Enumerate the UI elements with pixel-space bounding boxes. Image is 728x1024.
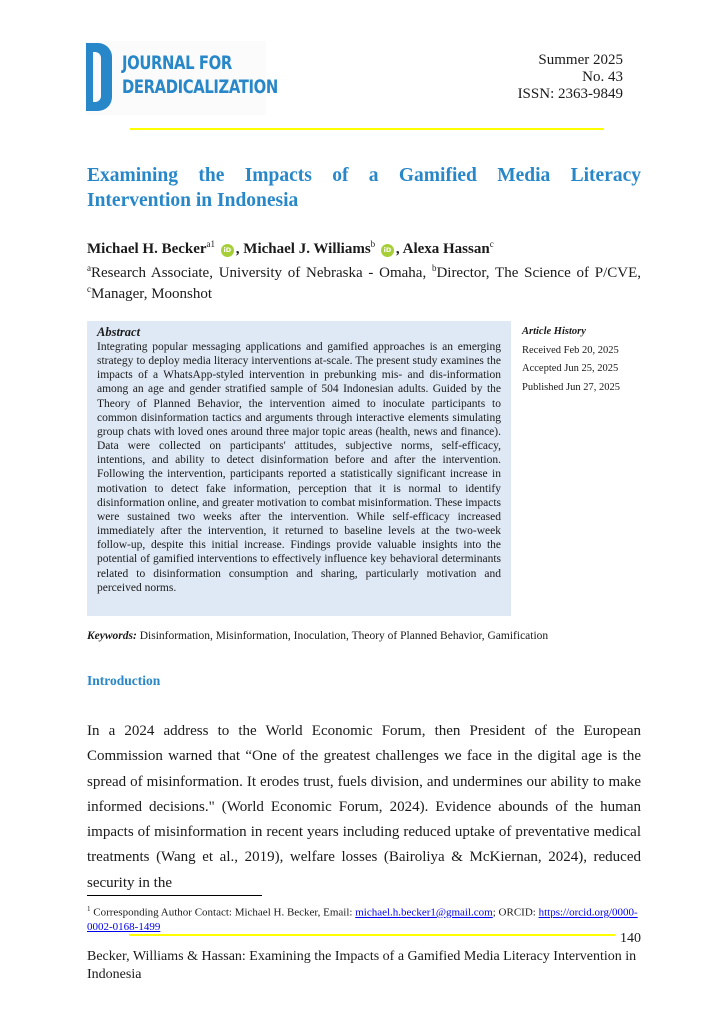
issn: ISSN: 2363-9849	[517, 86, 623, 102]
introduction-paragraph: In a 2024 address to the World Economic Forum, then President of the European Commission warned that “One of the greatest challenges we face in the digital age is the spread of misinformation. It erodes trust, fuels division, and undermines our ability to make informed decisions." (World Economic Forum, 2024). Evidence abounds of the human impacts of misinformation in recent years including reduced uptake of preventative medical treatments (Wang et al., 2019), welfare losses (Bairoliya & McKiernan, 2024), reduced security in the	[87, 723, 641, 891]
author-email-link[interactable]: michael.h.becker1@gmail.com	[355, 906, 493, 919]
footnote-orcid-label: ; ORCID:	[492, 906, 539, 919]
header-rule	[130, 128, 604, 130]
affiliation: Manager, Moonshot	[91, 286, 213, 302]
abstract-box	[87, 321, 511, 616]
history-accepted: Accepted Jun 25, 2025	[522, 363, 619, 375]
affiliation: Research Associate, University of Nebraska - Omaha,	[91, 265, 432, 281]
affiliation: Director, The Science of P/CVE,	[436, 265, 641, 281]
footnote-rule	[87, 895, 262, 896]
article-history	[522, 323, 620, 398]
keywords-list: Disinformation, Misinformation, Inoculation, Theory of Planned Behavior, Gamification	[139, 630, 549, 642]
orcid-link[interactable]: https://orcid.org/0000-0002-0168-1499	[87, 906, 638, 933]
history-heading: Article History	[522, 326, 586, 337]
author-sup: c	[489, 239, 494, 249]
affiliation-sup: a	[87, 263, 91, 273]
section-heading-introduction: Introduction	[87, 673, 161, 688]
issue-season: Summer 2025	[538, 52, 623, 68]
affiliations-line-2	[87, 279, 641, 305]
keywords-label: Keywords:	[87, 630, 137, 642]
author-list: Michael H. Becker$^{a1}$ iD , Michael J. Williams$^b$ iD , Alexa Hassan$^c$	[87, 239, 494, 257]
history-published: Published Jun 27, 2025	[522, 382, 621, 394]
orcid-icon[interactable]: iD	[221, 244, 234, 257]
abstract-heading: Abstract	[97, 325, 141, 339]
abstract-text: Integrating popular messaging applications and gamified approaches is an emerging strategy to deploy media literacy interventions at-scale. The present study examines the impacts of a WhatsApp-styled intervention in prebunking mis- and dis-information among an age and gender stratified sample of 504 Indonesian adults. Guided by the Theory of Planned Behavior, the intervention aimed to inoculate participants to common disinformation tactics and arguments through interactive elements simulating group chats with loved ones around three major topic areas (health, news and finance). Data were collected on participants' attitudes, subjective norms, self-efficacy, intentions, and ability to detect disinformation before and after the intervention. Following the intervention, participants reported a statistically significant increase in motivation to detect fake information, perception that it is normal to identify disinformation online, and greater motivation to combat misinformation. These impacts were sustained two weeks after the intervention. While self-efficacy increased immediately after the intervention, it returned to baseline levels at the two-week follow-up, despite this initial increase. Findings provide valuable insights into the potential of gamified interventions to effectively influence key behavioral determinants related to disinformation consumption and sharing, particularly motivation and perceived norms.	[97, 341, 501, 594]
journal-logo-d-icon	[86, 43, 112, 111]
history-received: Received Feb 20, 2025	[522, 344, 619, 356]
affiliation-sup: c	[87, 284, 91, 294]
keywords	[87, 630, 548, 642]
author-sup: b	[370, 239, 376, 249]
article-title: Examining the Impacts of a Gamified Media Literacy Intervention in Indonesia	[87, 165, 641, 211]
affiliation-sup: b	[431, 263, 437, 273]
issue-number: No. 43	[582, 69, 623, 85]
footer-rule	[129, 934, 615, 936]
running-title: Becker, Williams & Hassan: Examining the Impacts of a Gamified Media Literacy Intervention in Indonesia	[87, 949, 637, 982]
author-name: Michael J. Williams	[243, 241, 371, 257]
logo-line-2: DERADICALIZATION	[122, 76, 278, 98]
footnote-number: 1	[87, 905, 91, 913]
logo-line-1: JOURNAL FOR	[122, 52, 232, 74]
page-number: 140	[620, 931, 641, 946]
journal-logo-text	[122, 51, 278, 99]
orcid-icon[interactable]: iD	[381, 244, 394, 257]
journal-logo	[86, 41, 278, 115]
footnote-text: Corresponding Author Contact: Michael H. Becker, Email:	[90, 906, 356, 919]
issue-info	[518, 52, 623, 103]
author-name: Michael H. Becker	[87, 241, 207, 257]
author-name: Alexa Hassan	[402, 241, 490, 257]
author-sup: a1	[206, 239, 216, 249]
footnote	[87, 902, 641, 934]
